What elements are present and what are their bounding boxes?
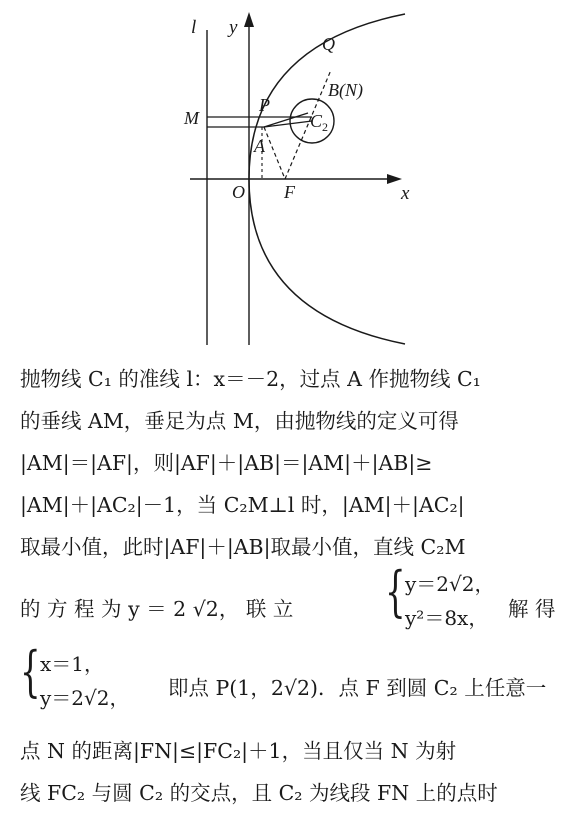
system1-row-1: y＝2√2， [405,572,495,596]
system-of-equations-1 [385,560,505,632]
system-of-equations-2 [20,640,140,712]
label-q: Q [322,34,335,54]
system2-row-1: x＝1， [40,652,105,676]
label-m: M [184,108,199,128]
solution-line-8: 点 N 的距离|FN|≤|FC₂|＋1，当且仅当 N 为射 [20,739,457,763]
label-f: F [284,182,295,202]
system1-row-2: y²＝8x， [405,606,489,630]
label-b: B(N) [328,80,363,100]
system-brace: { [20,640,41,703]
solution-line-3: |AM|＝|AF|，则|AF|＋|AB|＝|AM|＋|AB|≥ [20,451,433,475]
solution-line-2: 的垂线 AM，垂足为点 M，由抛物线的定义可得 [20,409,459,433]
y-axis-arrow [244,12,254,27]
dashed-af [264,127,285,179]
label-p: P [259,95,270,115]
label-x: x [401,183,410,204]
system2-row-2: y＝2√2， [40,686,130,710]
solution-line-4: |AM|＋|AC₂|－1，当 C₂M⊥l 时，|AM|＋|AC₂| [20,493,465,517]
x-axis-arrow [387,174,402,184]
label-a: A [254,136,265,156]
segment-ac2 [264,121,312,127]
solution-line-6-suffix: 解 得 [508,597,556,621]
label-y: y [229,17,238,38]
solution-line-5: 取最小值，此时|AF|＋|AB|取最小值，直线 C₂M [20,535,466,559]
label-l: l [191,17,197,38]
system-brace: { [385,560,406,623]
solution-line-6-prefix: 的 方 程 为 y ＝ 2 √2， 联 立 [20,597,294,621]
solution-line-9: 线 FC₂ 与圆 C₂ 的交点，且 C₂ 为线段 FN 上的点时 [20,781,498,805]
label-o: O [232,182,245,202]
solution-line-1: 抛物线 C₁ 的准线 l：x＝－2，过点 A 作抛物线 C₁ [20,367,481,391]
solution-line-7: 即点 P(1，2√2)．点 F 到圆 C₂ 上任意一 [168,676,547,700]
label-c2: $C_2$ [310,111,329,134]
parabola-figure [0,0,577,350]
